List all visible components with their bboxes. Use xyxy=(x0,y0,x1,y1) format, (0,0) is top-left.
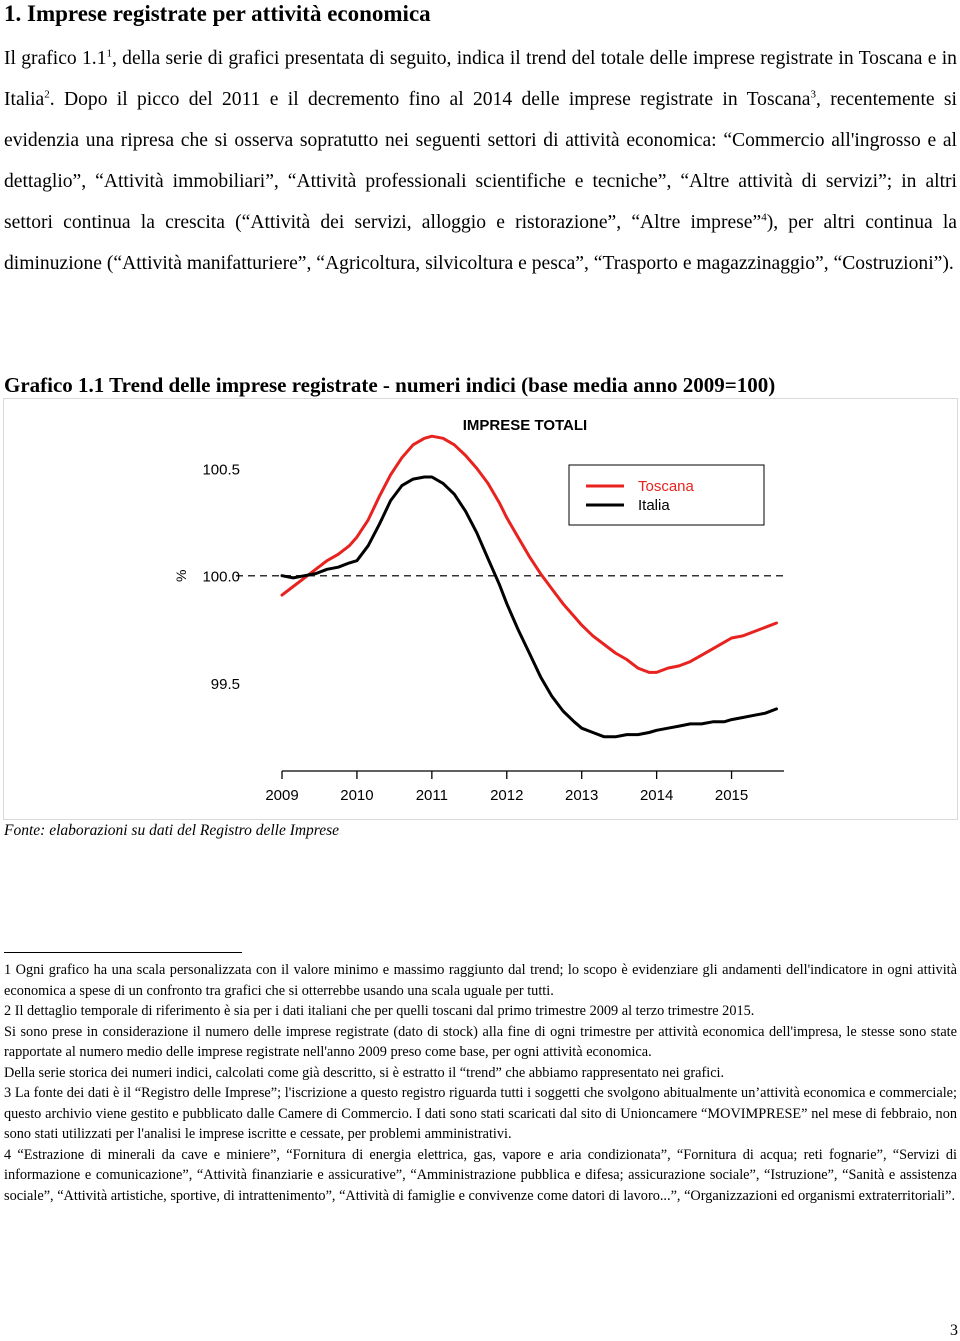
body-text-3: . Dopo il picco del 2011 e il decremento fino al 2014 delle imprese registrate in Toscana xyxy=(49,89,811,110)
legend-label-toscana: Toscana xyxy=(638,478,694,495)
footnote-ref-1: 1 xyxy=(106,47,112,60)
trend-chart xyxy=(4,399,957,819)
footnotes xyxy=(4,960,957,1206)
chart-title: IMPRESE TOTALI xyxy=(462,417,588,434)
section-title: 1. Imprese registrate per attività economica xyxy=(4,1,431,26)
x-tick-label: 2015 xyxy=(714,787,749,804)
footnote-4: 4 “Estrazione di minerali da cave e miniere”, “Fornitura di energia elettrica, gas, vapore e aria condizionata”, “Fornitura di acqua; reti fognarie”, “Servizi di informazione e comunicazione”, “Attività finanziarie e assicurative”, “Amministrazione pubblica e difesa; assicurazione sociale”, “Istruzione”, “Sanità e assistenza sociale”, “Attività artistiche, sportive, di intrattenimento”, “Attività di famiglie e convivenze come datori di lavoro...”, “Organizzazioni ed organismi extraterritoriali”. xyxy=(4,1146,957,1204)
x-tick-label: 2009 xyxy=(265,787,299,804)
footnote-2: 2 Il dettaglio temporale di riferimento è sia per i dati italiani che per quelli toscani dal primo trimestre 2009 al terzo trimestre 2015. xyxy=(4,1003,755,1019)
legend-label-italia: Italia xyxy=(638,497,670,514)
footnote-2-detail: Si sono prese in considerazione il numero delle imprese registrate (dato di stock) alla fine di ogni trimestre per attività economica dell'impresa, le stesse sono state rapportate al numero medio delle imprese registrate nell'anno 2009 preso come base, per ogni attività economica. xyxy=(4,1023,957,1060)
page-number: 3 xyxy=(950,1322,958,1339)
chart-caption: Grafico 1.1 Trend delle imprese registrate - numeri indici (base media anno 2009=100) xyxy=(4,373,776,397)
footnote-ref-4: 4 xyxy=(761,211,767,224)
y-tick-label: 99.5 xyxy=(210,676,240,694)
body-paragraph xyxy=(4,38,957,284)
footnote-separator xyxy=(4,952,242,953)
x-tick-label: 2012 xyxy=(490,787,524,804)
footnote-ref-2: 2 xyxy=(44,88,50,101)
x-tick-label: 2013 xyxy=(565,787,599,804)
footnote-3: 3 La fonte dei dati è il “Registro delle Imprese”; l'iscrizione a questo registro riguarda tutti i soggetti che svolgono abitualmente un’attività economica e commerciale; questo archivio viene gestito e pubblicato dalle Camere di Commercio. I dati sono stati scaricati dal sito di Unioncamere “MOVIMPRESE” nel mese di febbraio, non sono stati utilizzati per l'analisi le imprese iscritte e cessate, per problemi amministrativi. xyxy=(4,1085,957,1142)
body-text-2: , della serie di grafici presentata di seguito, indica il trend del totale delle imprese registrate in Toscana e in Italia xyxy=(4,48,957,110)
x-tick-label: 2011 xyxy=(415,787,448,804)
footnote-2-note: Della serie storica dei numeri indici, calcolati come già descritto, si è estratto il “trend” che abbiamo rappresentato nei grafici. xyxy=(4,1064,725,1081)
source-note: Fonte: elaborazioni su dati del Registro delle Imprese xyxy=(4,822,340,839)
x-tick-label: 2010 xyxy=(340,787,374,804)
y-tick-label: 100.0 xyxy=(202,568,240,586)
x-tick-label: 2014 xyxy=(639,787,674,804)
y-tick-label: 100.5 xyxy=(202,461,240,479)
footnote-ref-3: 3 xyxy=(810,88,816,101)
y-axis-label: % xyxy=(173,569,189,582)
body-text-4: , recentemente si evidenzia una ripresa che si osserva sopratutto nei seguenti settori di attività economica: “Commercio all'ingrosso e al dettaglio”, “Attività immobiliari”, “Attività professionali scientifiche e tecniche”, “Altre attività di servizi”; in altri settori continua la crescita (“Attività dei servizi, alloggio e ristorazione”, “Altre imprese” xyxy=(4,89,957,233)
legend-box xyxy=(569,465,764,525)
footnote-1: 1 Ogni grafico ha una scala personalizzata con il valore minimo e massimo raggiunto dal trend; lo scopo è evidenziare gli andamenti dell'indicatore in ogni attività economica a spese di un confronto tra grafici che si otterrebbe usando una scala uguale per tutti. xyxy=(4,962,957,999)
body-text-1: Il grafico 1.1 xyxy=(4,48,107,69)
body-text-5: ), per altri continua la diminuzione (“Attività manifatturiere”, “Agricoltura, silvicoltura e pesca”, “Trasporto e magazzinaggio”, “Costruzioni”). xyxy=(4,212,958,274)
chart-frame xyxy=(3,398,958,820)
